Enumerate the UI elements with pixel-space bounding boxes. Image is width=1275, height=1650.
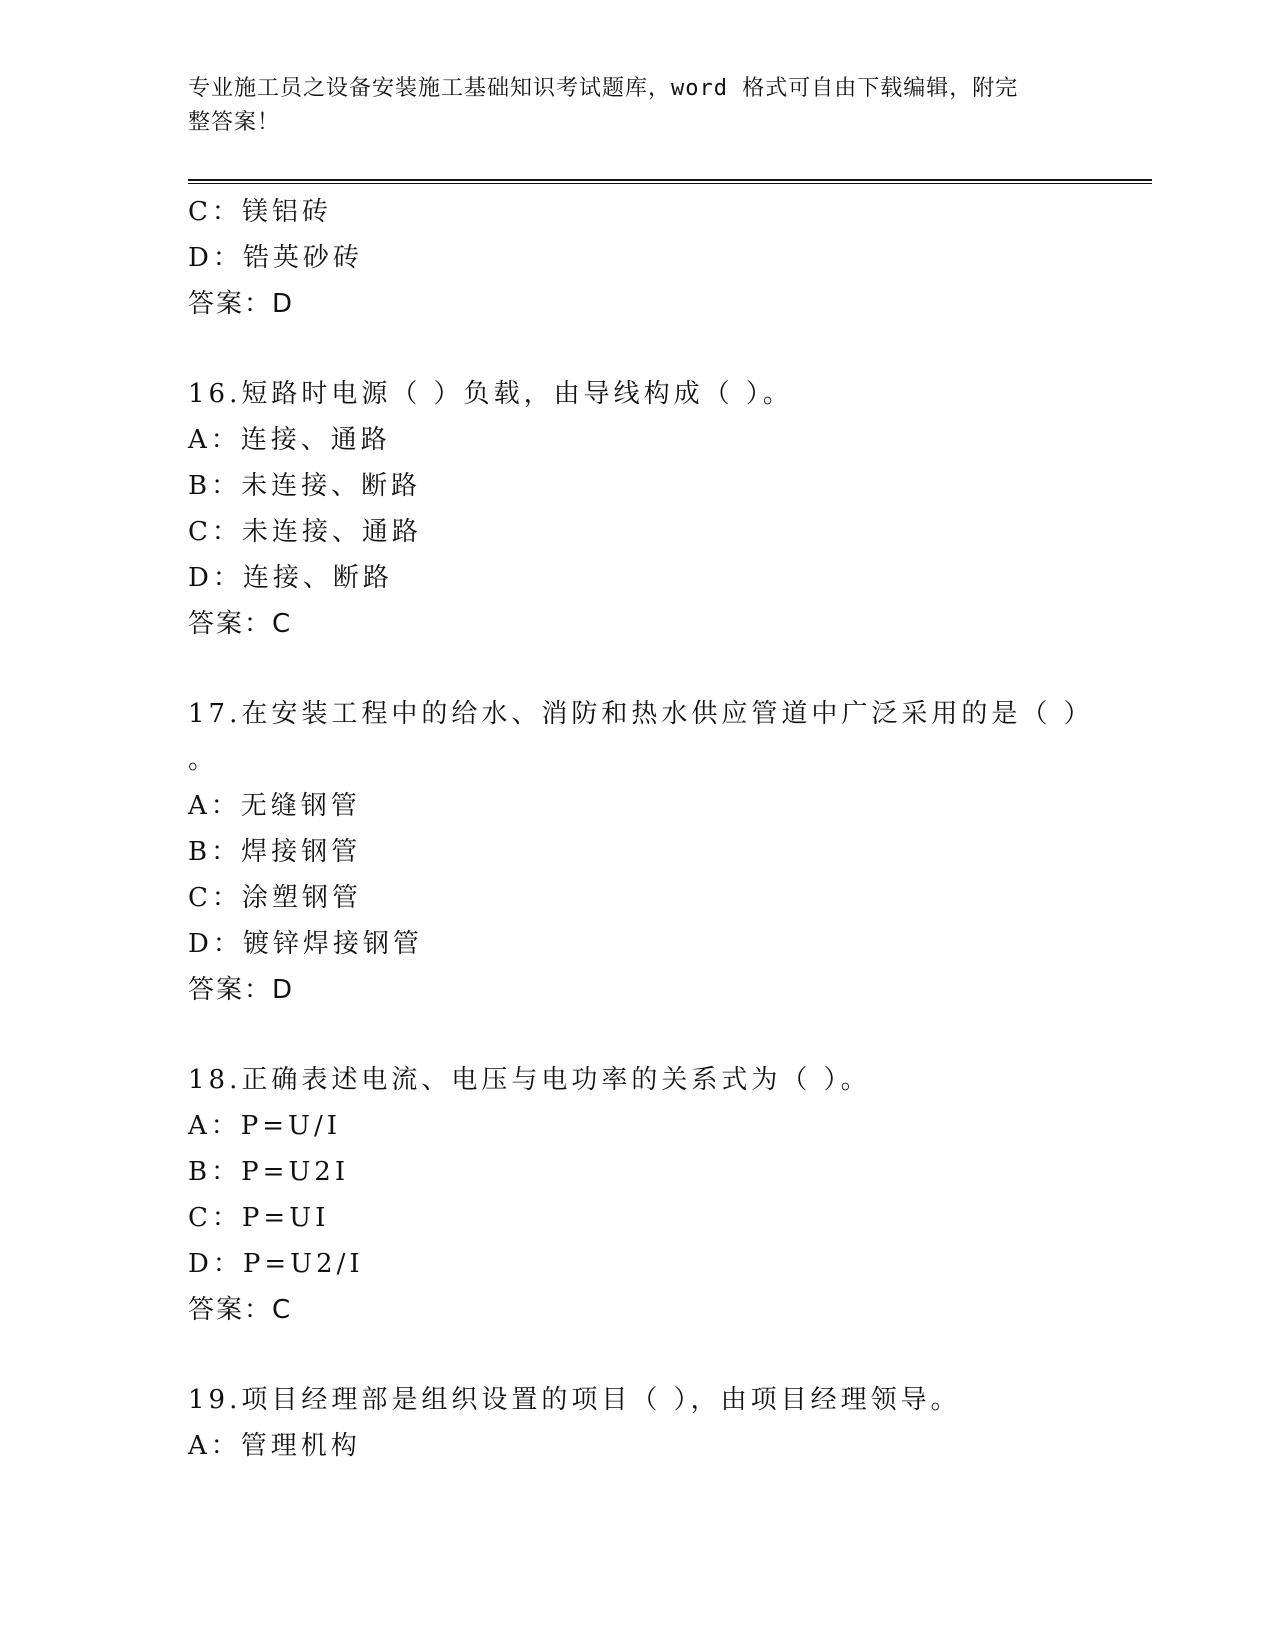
option-d: D：锆英砂砖 [188, 243, 363, 273]
answer-line [188, 967, 1088, 1013]
header-rule-thin [188, 183, 1152, 184]
answer-value: C [272, 609, 293, 639]
header-line-2: 整答案！ [188, 110, 281, 135]
option-a: A：P=U/I [188, 1111, 341, 1141]
question-text: 16.短路时电源（ ）负载，由导线构成（ ）。 [188, 379, 793, 409]
option-c: C：未连接、通路 [188, 517, 422, 547]
question-19 [188, 1377, 1088, 1469]
question-18 [188, 1057, 1088, 1333]
option-d: D：P=U2/I [188, 1249, 364, 1279]
option-a: A：连接、通路 [188, 425, 391, 455]
option-c: C：P=UI [188, 1203, 330, 1233]
option-b: B：P=U2I [188, 1157, 350, 1187]
header-rule-thick [188, 179, 1152, 181]
option-b: B：焊接钢管 [188, 837, 362, 867]
question-text: 18.正确表述电流、电压与电功率的关系式为（ ）。 [188, 1065, 871, 1095]
option-c: C：涂塑钢管 [188, 883, 362, 913]
answer-value: C [272, 1295, 293, 1325]
answer-line [188, 601, 1088, 647]
question-text: 19.项目经理部是组织设置的项目（ ），由项目经理领导。 [188, 1385, 961, 1415]
header-line-1: 专业施工员之设备安装施工基础知识考试题库，word 格式可自由下载编辑，附完 [188, 76, 1019, 101]
answer-prefix: 答案： [188, 609, 273, 639]
answer-line [188, 1287, 1088, 1333]
question-list [188, 189, 1094, 1513]
option-b: B：未连接、断路 [188, 471, 422, 501]
answer-prefix: 答案： [188, 1295, 273, 1325]
option-d: D：镀锌焊接钢管 [188, 929, 423, 959]
question-text: 17.在安装工程中的给水、消防和热水供应管道中广泛采用的是（ ） [188, 699, 1094, 729]
question-17 [188, 691, 1094, 1013]
option-a: A：无缝钢管 [188, 791, 361, 821]
answer-prefix: 答案： [188, 289, 273, 319]
option-a: A：管理机构 [188, 1431, 361, 1461]
answer-prefix: 答案： [188, 975, 273, 1005]
question-16 [188, 371, 1088, 647]
answer-value: D [272, 289, 295, 319]
answer-value: D [272, 975, 295, 1005]
option-c: C：镁铝砖 [188, 197, 332, 227]
option-d: D：连接、断路 [188, 563, 393, 593]
document-header [188, 72, 1088, 140]
question-text-continued: 。 [188, 745, 215, 775]
question-15 [188, 189, 1088, 327]
answer-line [188, 281, 1088, 327]
